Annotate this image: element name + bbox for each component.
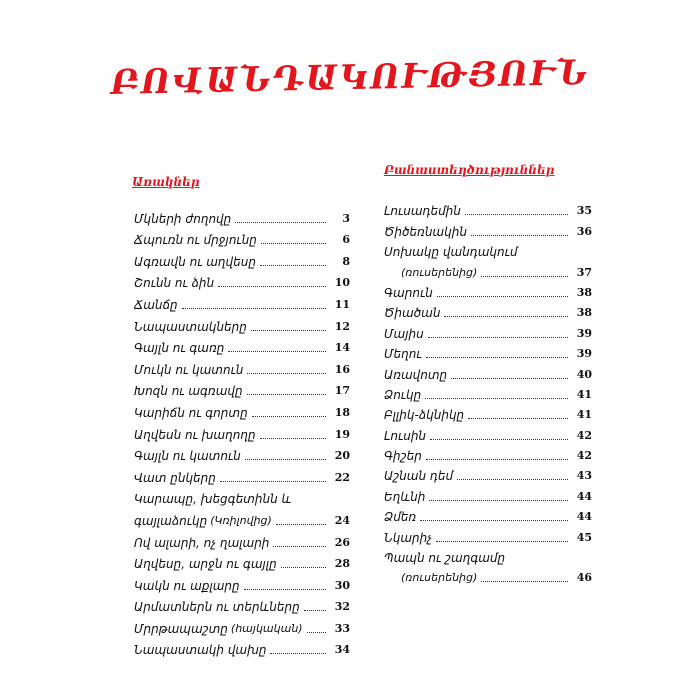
- toc-page-number: 18: [334, 405, 350, 419]
- toc-entry-title: Մուկն ու կատուն: [134, 362, 244, 377]
- toc-entry[interactable]: [134, 636, 350, 658]
- leader-dots: [425, 397, 568, 399]
- toc-page-number: 40: [576, 367, 592, 381]
- leader-dots: [428, 336, 568, 338]
- toc-entry-title: Ճանճը: [134, 297, 178, 312]
- toc-entry-title: Գիշեր: [384, 449, 422, 464]
- toc-page-number: 42: [576, 428, 592, 442]
- leader-dots: [182, 307, 326, 309]
- leader-dots: [465, 213, 568, 215]
- leader-dots: [260, 264, 326, 266]
- leader-dots: [251, 329, 326, 331]
- toc-entry[interactable]: [134, 247, 350, 269]
- toc-page-number: 41: [576, 387, 592, 401]
- toc-entry[interactable]: [384, 382, 592, 402]
- toc-entry-title: Ծիծեռնակին: [384, 224, 467, 239]
- toc-page-number: 36: [576, 224, 592, 238]
- toc-entry[interactable]: [384, 524, 592, 544]
- toc-page-number: 34: [334, 643, 350, 657]
- toc-entry-title: Մկների ժողովը: [134, 211, 232, 226]
- toc-page-number: 45: [576, 530, 592, 544]
- leader-dots: [429, 499, 568, 501]
- toc-page-number: 8: [342, 254, 350, 268]
- section-heading-poems: Բանաստեղծություններ: [384, 163, 555, 177]
- leader-dots: [270, 652, 326, 654]
- leader-dots: [430, 438, 568, 440]
- toc-entry[interactable]: [134, 355, 350, 377]
- toc-entry[interactable]: [134, 204, 350, 226]
- leader-dots: [509, 561, 568, 562]
- toc-entry-title: Նկարիչ: [384, 530, 433, 545]
- toc-entry[interactable]: [384, 341, 592, 361]
- toc-page-number: 24: [334, 513, 350, 527]
- toc-page-number: 37: [576, 265, 592, 279]
- leader-dots: [444, 315, 568, 317]
- toc-page-number: 44: [576, 510, 592, 524]
- toc-page-number: 3: [342, 211, 350, 225]
- toc-entry[interactable]: [384, 443, 592, 463]
- toc-page-number: 17: [334, 384, 350, 398]
- toc-entry-title: Նապաստակի վախը: [134, 643, 267, 658]
- toc-page-number: 22: [334, 470, 350, 484]
- leader-dots: [481, 275, 568, 277]
- toc-entry-title: Կարիճն ու գորտը: [134, 405, 248, 420]
- toc-entry-title: Աղվեսը, արջն ու գայլը: [134, 557, 277, 572]
- toc-entry[interactable]: [384, 239, 592, 259]
- toc-page-number: 42: [576, 449, 592, 463]
- toc-entry[interactable]: [384, 320, 592, 340]
- toc-entry-title: Աղվեսն ու խաղողը: [134, 427, 256, 442]
- toc-entry-title: Կակն ու աքլարը: [134, 578, 240, 593]
- toc-entry[interactable]: [384, 483, 592, 503]
- section-heading-fables: Առակներ: [132, 175, 200, 189]
- leader-dots: [521, 255, 568, 256]
- toc-entry-title: Վատ ընկերը: [134, 470, 216, 485]
- leader-dots: [426, 356, 568, 358]
- toc-entry-title: Առավոտը: [384, 367, 448, 382]
- leader-dots: [273, 545, 326, 547]
- toc-entry-note: (հայկական): [230, 621, 303, 635]
- toc-entry-title: Ով ալարի, ոչ ղալարի: [134, 535, 270, 550]
- toc-page-number: 38: [576, 306, 592, 320]
- toc-entry-title: Մրրթապաշտը: [134, 621, 228, 636]
- toc-entry[interactable]: [384, 402, 592, 422]
- toc-entry[interactable]: [134, 463, 350, 485]
- leader-dots: [235, 221, 326, 223]
- toc-entry[interactable]: [134, 377, 350, 399]
- toc-entry-title: Ճպուռն ու մրջյունը: [134, 233, 257, 248]
- toc-entry-title: Պապն ու շաղգամը: [384, 551, 506, 566]
- toc-entry[interactable]: [134, 398, 350, 420]
- leader-dots: [247, 372, 326, 374]
- toc-page-number: 30: [334, 578, 350, 592]
- leader-dots: [281, 566, 326, 568]
- page-title: ԲՈՎԱՆԴԱԿՈՒԹՅՈՒՆ: [110, 52, 590, 104]
- leader-dots: [437, 295, 568, 297]
- toc-entry[interactable]: [384, 545, 592, 565]
- leader-dots: [247, 393, 326, 395]
- leader-dots: [457, 478, 568, 480]
- leader-dots: [420, 519, 568, 521]
- leader-dots: [276, 523, 326, 525]
- toc-page-number: 39: [576, 326, 592, 340]
- leader-dots: [252, 415, 326, 417]
- leader-dots: [426, 458, 568, 460]
- toc-entry-title: Լուսին: [384, 428, 427, 443]
- toc-entry-title: Խոզն ու ագռավը: [134, 384, 243, 399]
- toc-entry-title: Եղևնի: [384, 489, 426, 504]
- toc-entry-title: Մայիս: [384, 326, 424, 341]
- toc-entry-note: (ռուսերենից): [401, 571, 478, 585]
- toc-entry-note: (ռուսերենից): [401, 265, 478, 279]
- leader-dots: [244, 588, 326, 590]
- toc-page-number: 20: [334, 449, 350, 463]
- toc-entry[interactable]: [134, 269, 350, 291]
- leader-dots: [218, 285, 326, 287]
- toc-entry-title: գայլաձուկը: [134, 513, 208, 528]
- toc-entry[interactable]: [134, 226, 350, 248]
- toc-entry-title: Մեղու: [384, 347, 422, 362]
- toc-entry-title: Բլլիկ-ձկնիկը: [384, 408, 465, 423]
- toc-entry-title: Սոխակը վանդակում: [384, 245, 518, 260]
- leader-dots: [228, 350, 326, 352]
- toc-page-number: 35: [576, 204, 592, 218]
- toc-entry-title: Գայլն ու կատուն: [134, 449, 241, 464]
- toc-entry[interactable]: [384, 198, 592, 218]
- toc-page-number: 41: [576, 408, 592, 422]
- toc-entry-title: Նապաստակները: [134, 319, 247, 334]
- toc-entry[interactable]: [384, 565, 592, 585]
- toc-entry[interactable]: [134, 312, 350, 334]
- toc-page-number: 28: [334, 557, 350, 571]
- toc-entry[interactable]: [134, 290, 350, 312]
- leader-dots: [304, 609, 326, 611]
- toc-entry[interactable]: [384, 218, 592, 238]
- poems-list: [384, 198, 592, 585]
- toc-entry-title: Կարապը, խեցգետինն և: [134, 492, 292, 507]
- leader-dots: [307, 631, 326, 633]
- toc-entry[interactable]: [384, 259, 592, 279]
- toc-entry[interactable]: [384, 422, 592, 442]
- toc-entry[interactable]: [384, 280, 592, 300]
- leader-dots: [220, 480, 326, 482]
- toc-entry[interactable]: [134, 485, 350, 507]
- toc-entry-note: (Կռիլովից): [210, 513, 272, 527]
- toc-page-number: 12: [334, 319, 350, 333]
- toc-entry-title: Շունն ու ձին: [134, 276, 215, 291]
- toc-entry[interactable]: [134, 442, 350, 464]
- leader-dots: [436, 540, 568, 542]
- toc-page-number: 46: [576, 571, 592, 585]
- leader-dots: [295, 502, 326, 503]
- toc-entry-title: Աշնան դեմ: [384, 469, 454, 484]
- toc-entry[interactable]: [384, 361, 592, 381]
- toc-entry[interactable]: [384, 300, 592, 320]
- leader-dots: [245, 458, 326, 460]
- leader-dots: [468, 417, 568, 419]
- toc-page-number: 19: [334, 427, 350, 441]
- toc-entry[interactable]: [134, 420, 350, 442]
- toc-page-number: 10: [334, 276, 350, 290]
- toc-entry[interactable]: [134, 571, 350, 593]
- toc-entry[interactable]: [134, 528, 350, 550]
- toc-entry-title: Ծիածան: [384, 306, 441, 321]
- toc-entry-title: Արմատներն ու տերևները: [134, 600, 300, 615]
- leader-dots: [451, 377, 568, 379]
- toc-page-number: 11: [334, 297, 350, 311]
- leader-dots: [261, 242, 326, 244]
- toc-page-number: 14: [334, 341, 350, 355]
- toc-page-number: 38: [576, 285, 592, 299]
- leader-dots: [471, 234, 568, 236]
- toc-page-number: 26: [334, 535, 350, 549]
- toc-entry[interactable]: [384, 463, 592, 483]
- toc-page-number: 33: [334, 621, 350, 635]
- toc-entry[interactable]: [134, 550, 350, 572]
- toc-page-number: 32: [334, 600, 350, 614]
- toc-entry[interactable]: [134, 506, 350, 528]
- leader-dots: [481, 580, 568, 582]
- toc-entry-title: Ձուկը: [384, 387, 422, 402]
- toc-entry-title: Ձմեռ: [384, 510, 417, 525]
- toc-entry-title: Ագռավն ու աղվեսը: [134, 254, 256, 269]
- toc-entry[interactable]: [134, 614, 350, 636]
- toc-entry[interactable]: [134, 334, 350, 356]
- toc-page-number: 44: [576, 489, 592, 503]
- toc-entry-title: Գայլն ու գառը: [134, 341, 225, 356]
- toc-entry[interactable]: [134, 593, 350, 615]
- toc-page-number: 39: [576, 347, 592, 361]
- toc-page-number: 16: [334, 362, 350, 376]
- toc-entry[interactable]: [384, 504, 592, 524]
- toc-page-number: 6: [342, 233, 350, 247]
- toc-entry-title: Գարուն: [384, 285, 433, 300]
- toc-page-number: 43: [576, 469, 592, 483]
- leader-dots: [260, 437, 326, 439]
- toc-entry-title: Լուսադեմին: [384, 204, 461, 219]
- fables-list: [134, 204, 350, 657]
